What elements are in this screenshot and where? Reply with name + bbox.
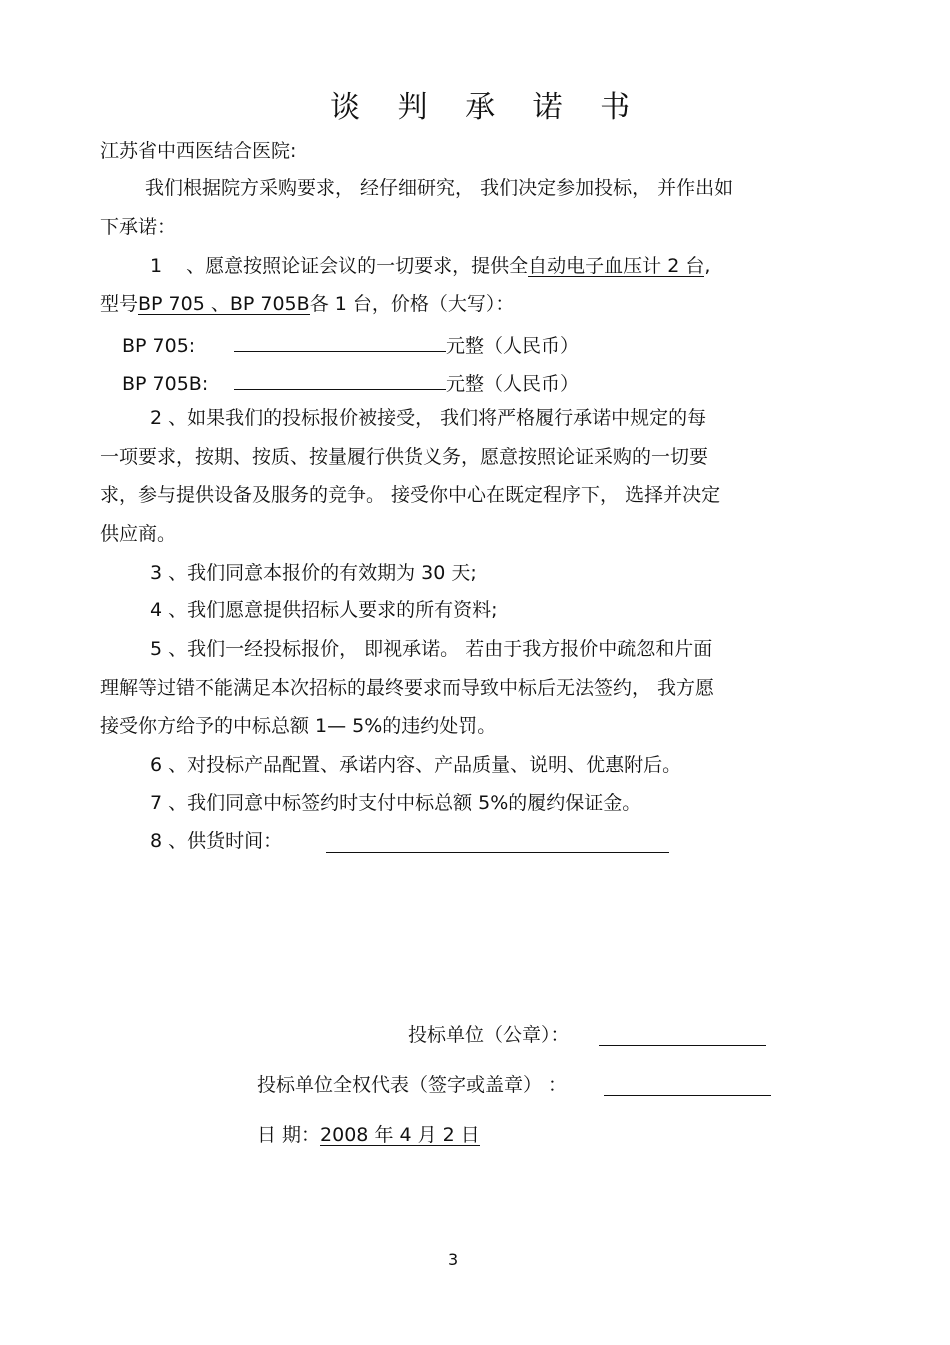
price-label: BP 705: xyxy=(122,335,196,357)
representative-blank xyxy=(604,1076,771,1096)
page-number: 3 xyxy=(448,1250,459,1269)
item-5-line-1: 5 、我们一经投标报价， 即视承诺。 若由于我方报价中疏忽和片面 xyxy=(150,638,713,660)
item-2-line-1: 2 、如果我们的投标报价被接受， 我们将严格履行承诺中规定的每 xyxy=(150,407,707,429)
intro-line-2: 下承诺： xyxy=(100,216,177,238)
item-5-line-3: 接受你方给予的中标总额 1— 5%的违约处罚。 xyxy=(100,715,497,737)
item-1-comma: , xyxy=(704,255,711,277)
item-5-line-2: 理解等过错不能满足本次招标的最终要求而导致中标后无法签约， 我方愿 xyxy=(100,677,715,699)
model-numbers: BP 705 、BP 705B xyxy=(138,293,310,315)
price-blank xyxy=(234,333,446,352)
delivery-time-blank xyxy=(326,834,669,853)
item-8 xyxy=(150,832,282,851)
item-2-line-3: 求，参与提供设备及服务的竞争。 接受你中心在既定程序下， 选择并决定 xyxy=(100,484,721,506)
item-8-label: 8 、供货时间： xyxy=(150,830,283,852)
item-1-number: 1 xyxy=(150,255,163,277)
price-blank xyxy=(234,371,446,390)
item-7: 7 、我们同意中标签约时支付中标总额 5%的履约保证金。 xyxy=(150,792,642,814)
price-suffix: 元整（人民币） xyxy=(446,335,580,357)
item-1-line-1 xyxy=(150,257,710,277)
price-row-bp705 xyxy=(122,333,579,356)
intro-line-1: 我们根据院方采购要求， 经仔细研究， 我们决定参加投标， 并作出如 xyxy=(145,177,734,199)
date-row xyxy=(257,1126,480,1146)
price-label: BP 705B: xyxy=(122,373,209,395)
date-value: 2008 年 4 月 2 日 xyxy=(320,1124,480,1146)
item-1-line-2 xyxy=(100,295,514,315)
bidder-unit-label: 投标单位（公章）： xyxy=(408,1024,570,1046)
price-row-bp705b xyxy=(122,371,579,394)
price-suffix: 元整（人民币） xyxy=(446,373,580,395)
item-1-product: 自动电子血压计 2 台 xyxy=(528,255,705,277)
model-prefix: 型号 xyxy=(100,293,139,315)
representative-label: 投标单位全权代表（签字或盖章） ： xyxy=(257,1074,568,1096)
date-label: 日 期： xyxy=(257,1124,321,1146)
item-2-line-2: 一项要求，按期、按质、按量履行供货义务，愿意按照论证采购的一切要 xyxy=(100,446,709,468)
item-6: 6 、对投标产品配置、承诺内容、产品质量、说明、优惠附后。 xyxy=(150,754,682,776)
item-1-text: 、愿意按照论证会议的一切要求，提供全 xyxy=(186,255,529,277)
item-3: 3 、我们同意本报价的有效期为 30 天; xyxy=(150,562,477,584)
item-2-line-4: 供应商。 xyxy=(100,523,177,545)
item-4: 4 、我们愿意提供招标人要求的所有资料; xyxy=(150,599,498,621)
document-title: 谈 判 承 诺 书 xyxy=(330,90,645,125)
model-quantity-text: 各 1 台，价格（大写）： xyxy=(309,293,515,315)
bidder-unit-blank xyxy=(599,1026,766,1046)
addressee: 江苏省中西医结合医院: xyxy=(100,140,297,162)
